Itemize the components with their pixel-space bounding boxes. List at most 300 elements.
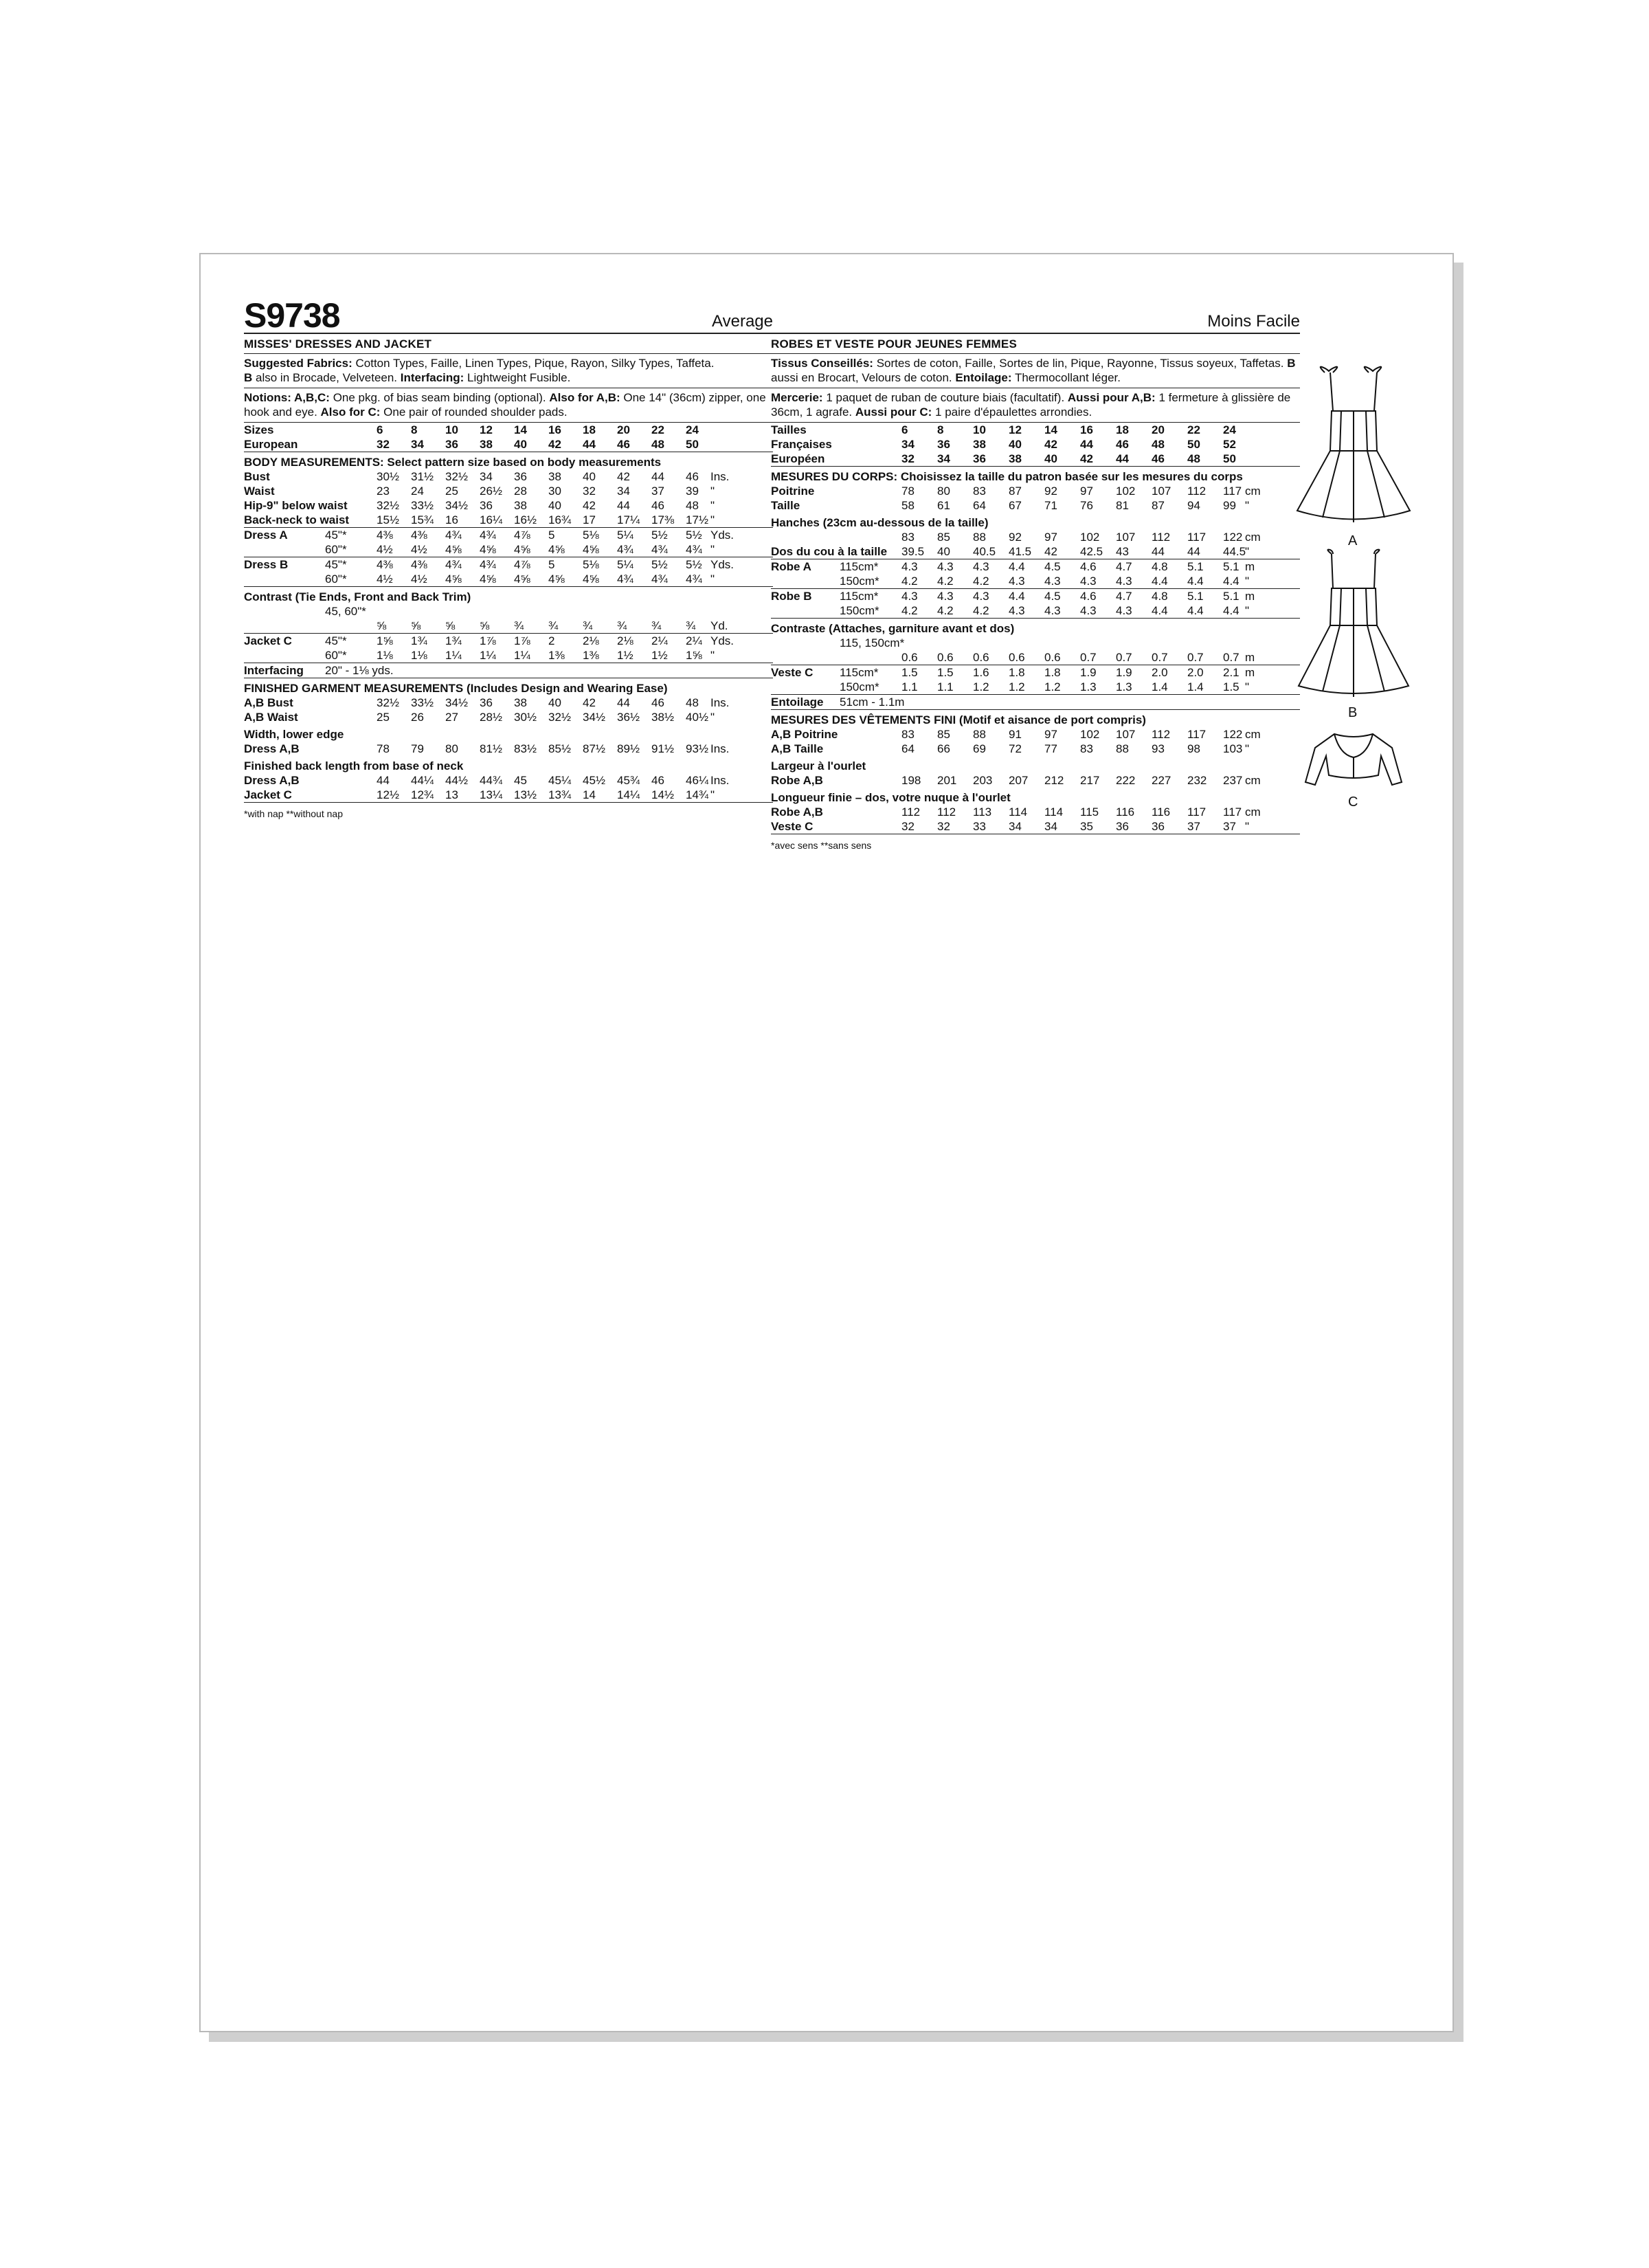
table-cell: 38	[514, 499, 527, 512]
pad-cell	[739, 634, 773, 649]
table-cell: 99	[1223, 499, 1236, 512]
row-label: Veste C	[771, 819, 840, 834]
table-cell	[480, 604, 514, 619]
unit-cell: "	[710, 499, 715, 512]
table-cell: 4.6	[1080, 590, 1097, 603]
table-cell: 1⅝	[686, 648, 710, 663]
table-cell: 32½	[377, 499, 400, 512]
interfacing-text: Lightweight Fusible.	[464, 371, 571, 384]
unit-cell: "	[710, 648, 739, 663]
unit-cell: cm	[1245, 728, 1261, 741]
table-cell: 1⅛	[377, 648, 411, 663]
table-cell	[445, 663, 480, 678]
notions-label: Notions: A,B,C:	[244, 391, 330, 404]
table-cell: 4⅝	[583, 542, 617, 557]
row-label: A,B Poitrine	[771, 728, 838, 741]
row-sublabel	[840, 452, 901, 467]
table-cell: 2	[548, 634, 555, 647]
also-c-text: One pair of rounded shoulder pads.	[380, 405, 568, 419]
pattern-code: S9738	[244, 296, 340, 335]
row-label: Hip-9" below waist	[244, 499, 348, 512]
pad-cell	[739, 572, 773, 587]
notions-text: One pkg. of bias seam binding (optional).	[329, 391, 550, 404]
unit-cell	[1245, 636, 1264, 650]
table-cell: 4¾	[617, 572, 651, 587]
table-cell	[1187, 695, 1223, 710]
table-cell: 112	[901, 805, 921, 819]
table-cell	[1152, 695, 1187, 710]
table-cell	[901, 695, 937, 710]
row-label: Veste C	[771, 666, 814, 679]
table-cell: 1¾	[411, 634, 427, 647]
table-cell: 4½	[411, 572, 445, 587]
table-cell: 42	[1080, 452, 1116, 467]
table-row	[244, 423, 773, 437]
table-cell: 122	[1223, 531, 1243, 544]
table-cell: 80	[937, 485, 950, 498]
table-cell: 2¼	[686, 634, 702, 647]
table-cell: 4.2	[973, 603, 1009, 619]
table-cell: 42	[583, 696, 596, 709]
table-cell: 40	[548, 499, 561, 512]
table-cell: 78	[901, 485, 915, 498]
table-cell: 116	[1152, 805, 1171, 819]
row-sublabel: 60"*	[325, 572, 377, 587]
table-cell: 1.4	[1152, 680, 1187, 695]
table-cell: 93	[1152, 742, 1165, 755]
table-cell: 97	[1044, 531, 1057, 544]
table-row	[771, 756, 1300, 773]
table-cell: 14	[514, 423, 527, 436]
table-row	[244, 528, 773, 542]
row-sublabel	[840, 484, 901, 498]
table-cell: 217	[1080, 774, 1100, 787]
table-cell: 24	[411, 485, 424, 498]
fabrics-text-fr: Sortes de coton, Faille, Sortes de lin, Pique, Rayonne, Tissus soyeux, Taffetas.	[873, 357, 1288, 370]
unit-cell: "	[1245, 574, 1264, 589]
table-cell	[411, 604, 445, 619]
table-cell: 14¾	[686, 788, 710, 803]
table-cell	[1152, 636, 1187, 650]
table-cell: 112	[1152, 728, 1171, 741]
table-cell: 85	[937, 531, 950, 544]
table-cell: 4½	[377, 572, 411, 587]
table-cell: 30½	[514, 711, 537, 724]
also-ab-text: One 14" (36cm) zipper, one hook and eye.	[244, 391, 766, 419]
unit-cell: Ins.	[710, 774, 730, 787]
table-cell: 113	[973, 805, 992, 819]
table-cell: 117	[1187, 728, 1207, 741]
table-cell: 1¼	[480, 648, 514, 663]
table-cell: 4.4	[1152, 603, 1187, 619]
table-cell: 102	[1080, 531, 1100, 544]
row-sublabel	[325, 484, 377, 498]
table-cell: 30½	[377, 470, 400, 483]
table-cell: 92	[1009, 531, 1022, 544]
table-row	[244, 678, 773, 696]
table-cell: 4.3	[1116, 603, 1152, 619]
table-cell: 4.3	[1044, 574, 1080, 589]
table-cell: 115	[1080, 805, 1099, 819]
table-cell: 237	[1223, 774, 1243, 787]
table-cell	[480, 663, 514, 678]
table-cell: 6	[377, 423, 383, 436]
row-label: Entoilage	[771, 695, 840, 710]
table-cell: 26	[411, 711, 424, 724]
table-cell: 45¾	[617, 774, 640, 787]
table-cell: 4⅝	[583, 572, 617, 587]
yardage-table-fr	[771, 423, 1300, 834]
row-sublabel	[325, 619, 377, 634]
table-cell: 37	[1223, 819, 1245, 834]
table-cell: 48	[686, 499, 699, 512]
dress-a-icon	[1292, 363, 1415, 535]
table-cell: ⅝	[411, 619, 445, 634]
row-sublabel	[840, 805, 901, 819]
table-cell: 40	[583, 470, 596, 483]
pad-cell	[739, 696, 773, 710]
unit-cell: Ins.	[710, 742, 730, 755]
table-cell: 36	[937, 438, 950, 451]
table-cell: 1⅜	[583, 648, 617, 663]
table-cell: 232	[1187, 774, 1207, 787]
table-cell: 41.5	[1009, 544, 1044, 559]
unit-cell: Yds.	[710, 634, 734, 647]
table-cell	[973, 636, 1009, 650]
table-row	[771, 559, 1300, 575]
table-row	[244, 513, 773, 528]
table-cell: 16	[445, 513, 480, 528]
row-sublabel	[325, 742, 377, 756]
table-cell: 1.9	[1080, 666, 1097, 679]
pad-cell	[739, 513, 773, 528]
row-label	[771, 530, 840, 544]
row-sublabel: 20" - 1⅛ yds.	[325, 664, 394, 677]
table-cell: 83	[1080, 742, 1093, 755]
table-cell: 64	[973, 499, 986, 512]
table-cell: 117	[1223, 805, 1242, 819]
table-cell: 227	[1152, 774, 1171, 787]
table-cell: 78	[377, 742, 390, 755]
table-cell: 116	[1116, 805, 1135, 819]
table-cell: 114	[1044, 805, 1064, 819]
fabrics-b-text-fr: aussi en Brocart, Velours de coton.	[771, 371, 956, 384]
table-cell: 38½	[651, 711, 675, 724]
table-cell: 89½	[617, 742, 640, 755]
table-cell: 5⅛	[583, 558, 599, 571]
table-cell: 16	[1080, 423, 1093, 436]
table-cell: 72	[1009, 742, 1022, 755]
pad-cell	[739, 742, 773, 756]
row-label: Tailles	[771, 423, 807, 436]
table-cell: 13¾	[548, 788, 583, 803]
table-cell: 46	[686, 470, 699, 483]
table-cell: 32	[583, 485, 596, 498]
row-label	[244, 604, 325, 619]
row-label	[771, 603, 840, 619]
table-cell: 35	[1080, 819, 1116, 834]
section-heading: Width, lower edge	[244, 728, 344, 741]
table-cell: 38	[480, 437, 514, 452]
table-cell: 0.6	[1044, 650, 1080, 665]
table-cell: 5.1	[1187, 590, 1204, 603]
table-row	[771, 636, 1300, 650]
table-row	[244, 773, 773, 788]
table-cell: 107	[1116, 531, 1136, 544]
table-cell: 42	[1044, 438, 1057, 451]
table-cell: 80	[445, 742, 458, 755]
table-cell: 4.3	[1009, 603, 1044, 619]
table-cell: 201	[937, 774, 957, 787]
table-cell	[1080, 636, 1116, 650]
unit-cell: cm	[1245, 485, 1261, 498]
difficulty-fr: Moins Facile	[1207, 312, 1300, 331]
table-cell: 85	[937, 728, 950, 741]
table-cell: 38	[514, 696, 527, 709]
table-cell: 102	[1080, 728, 1100, 741]
table-cell: 1⅞	[480, 634, 496, 647]
table-cell: 64	[901, 742, 915, 755]
table-cell	[514, 604, 548, 619]
table-cell: 27	[445, 711, 458, 724]
table-cell: 46	[651, 696, 664, 709]
table-cell: 48	[1152, 438, 1165, 451]
pad-cell	[739, 423, 773, 437]
table-cell: 1¾	[445, 634, 462, 647]
table-cell: 32½	[445, 470, 469, 483]
row-label	[244, 572, 325, 587]
table-cell: 88	[973, 728, 986, 741]
table-cell: ⅝	[377, 619, 411, 634]
table-cell	[1116, 695, 1152, 710]
table-cell: 112	[1152, 531, 1171, 544]
table-cell: 5½	[686, 558, 702, 571]
table-cell: 122	[1223, 728, 1243, 741]
fabrics-fr	[771, 354, 1300, 388]
table-cell: ¾	[651, 619, 686, 634]
table-cell: 81	[1116, 499, 1129, 512]
table-row	[771, 498, 1300, 513]
table-cell: 50	[1223, 452, 1245, 467]
table-cell: 42.5	[1080, 544, 1116, 559]
table-cell: 88	[1116, 742, 1129, 755]
table-row	[244, 498, 773, 513]
yardage-table-en	[244, 423, 773, 803]
table-cell: 76	[1080, 499, 1093, 512]
table-cell: 12	[1009, 423, 1022, 436]
table-cell: 5	[548, 529, 555, 542]
unit-cell	[1245, 423, 1264, 437]
pad-cell	[739, 710, 773, 724]
table-cell: 4.2	[973, 574, 1009, 589]
table-cell: 40.5	[973, 544, 1009, 559]
table-cell: 1½	[651, 648, 686, 663]
row-sublabel: 115cm*	[840, 666, 879, 679]
table-cell: 4⅝	[445, 542, 480, 557]
table-cell: 17¼	[617, 513, 651, 528]
pad-cell	[739, 542, 773, 557]
table-cell: 45	[514, 774, 527, 787]
row-sublabel	[840, 423, 901, 437]
table-cell: 14	[1044, 423, 1057, 436]
table-cell: 4⅜	[411, 529, 427, 542]
row-label: Poitrine	[771, 485, 815, 498]
row-label: Européen	[771, 452, 840, 467]
table-cell: 117	[1187, 531, 1207, 544]
table-row	[244, 648, 773, 663]
table-cell: 102	[1116, 485, 1136, 498]
row-label	[771, 650, 840, 665]
table-cell: 40	[548, 696, 561, 709]
pad-cell	[739, 648, 773, 663]
unit-cell: m	[1245, 666, 1255, 679]
table-cell: 13	[445, 788, 480, 803]
table-cell: 48	[651, 437, 686, 452]
table-cell: 36	[480, 696, 493, 709]
table-cell: 1.3	[1116, 680, 1152, 695]
section-heading: MESURES DES VÊTEMENTS FINI (Motif et aisance de port compris)	[771, 713, 1146, 726]
table-cell: 4.4	[1187, 574, 1223, 589]
table-cell: 8	[937, 423, 944, 436]
table-cell: 44½	[445, 774, 469, 787]
table-cell: 4.3	[901, 560, 918, 573]
table-cell: 34	[937, 452, 973, 467]
table-cell: 1.9	[1116, 666, 1132, 679]
table-cell: 4⅜	[377, 529, 393, 542]
table-cell: 20	[617, 423, 630, 436]
row-sublabel: 45, 60"*	[325, 605, 366, 618]
table-cell: 2¼	[651, 634, 668, 647]
fabrics-text: Cotton Types, Faille, Linen Types, Pique, Rayon, Silky Types, Taffeta.	[352, 357, 715, 370]
table-cell: 36	[480, 499, 493, 512]
table-cell: 83½	[514, 742, 537, 755]
interfacing-text-fr: Thermocollant léger.	[1011, 371, 1121, 384]
table-row	[771, 467, 1300, 485]
table-cell: 42	[617, 470, 630, 483]
table-cell: ⅝	[445, 619, 480, 634]
pad-cell	[739, 528, 773, 542]
table-cell: 40½	[686, 711, 709, 724]
table-row	[244, 437, 773, 452]
table-cell: 4.8	[1152, 590, 1168, 603]
dress-b-icon	[1292, 548, 1415, 707]
table-cell: 85½	[548, 742, 572, 755]
unit-cell	[1245, 437, 1264, 452]
table-cell: 4¾	[651, 572, 686, 587]
table-cell: 4.3	[937, 560, 954, 573]
table-cell: 32	[901, 452, 937, 467]
table-cell: 92	[1044, 485, 1057, 498]
table-row	[244, 452, 773, 470]
table-cell: 1.1	[937, 680, 973, 695]
table-cell: 4.4	[1223, 603, 1245, 619]
pad-cell	[739, 663, 773, 678]
table-cell: 4.3	[1009, 574, 1044, 589]
table-cell: 14¼	[617, 788, 651, 803]
table-cell: 13½	[514, 788, 548, 803]
unit-cell: "	[1245, 742, 1250, 755]
difficulty-en: Average	[712, 312, 773, 331]
row-sublabel	[840, 437, 901, 452]
table-cell: 0.7	[1080, 650, 1116, 665]
notions-en	[244, 388, 773, 423]
table-cell	[937, 695, 973, 710]
table-cell: 1.2	[973, 680, 1009, 695]
english-column	[244, 296, 773, 819]
table-cell: 40	[937, 544, 973, 559]
table-cell: 24	[1223, 423, 1236, 436]
table-row	[244, 663, 773, 678]
row-sublabel	[325, 788, 377, 803]
table-cell: 4.5	[1044, 590, 1061, 603]
row-label: Robe A	[771, 560, 811, 573]
pad-cell	[739, 484, 773, 498]
table-cell: 112	[937, 805, 956, 819]
table-cell: 1.6	[973, 666, 989, 679]
notions-label-fr: Mercerie:	[771, 391, 823, 404]
row-label: European	[244, 437, 325, 452]
table-cell: 17	[583, 513, 617, 528]
table-row	[244, 696, 773, 710]
pad-cell	[1264, 819, 1300, 834]
table-cell: 38	[1009, 452, 1044, 467]
table-cell: 4⅝	[480, 542, 514, 557]
unit-cell	[710, 604, 739, 619]
row-label	[244, 619, 325, 634]
table-cell: 34	[411, 437, 445, 452]
unit-cell: cm	[1245, 805, 1261, 819]
table-cell: 45½	[583, 774, 606, 787]
table-cell: 4.7	[1116, 560, 1132, 573]
row-sublabel: 60"*	[325, 542, 377, 557]
table-cell: 4.4	[1009, 590, 1025, 603]
table-cell: 107	[1152, 485, 1171, 498]
table-cell: 5⅛	[583, 529, 599, 542]
table-row	[244, 634, 773, 649]
row-label	[244, 648, 325, 663]
table-cell: 34	[617, 485, 630, 498]
row-sublabel: 150cm*	[840, 680, 901, 695]
table-row	[771, 819, 1300, 834]
table-cell: 1.8	[1009, 666, 1025, 679]
table-cell: 34½	[445, 696, 469, 709]
row-sublabel	[840, 773, 901, 788]
table-cell: 38	[973, 438, 986, 451]
table-row	[771, 437, 1300, 452]
table-cell: 36	[445, 437, 480, 452]
table-cell	[617, 604, 651, 619]
table-cell: 207	[1009, 774, 1029, 787]
table-cell: 4.5	[1044, 560, 1061, 573]
table-cell: 0.6	[1009, 650, 1044, 665]
table-cell: 88	[973, 531, 986, 544]
also-c-text-fr: 1 paire d'épaulettes arrondies.	[932, 405, 1092, 419]
row-sublabel: 150cm*	[840, 603, 901, 619]
header-en	[244, 296, 773, 335]
section-heading: Contraste (Attaches, garniture avant et dos)	[771, 622, 1015, 635]
table-cell: 94	[1187, 499, 1200, 512]
table-cell: 4⅜	[377, 558, 393, 571]
notions-text-fr: 1 paquet de ruban de couture biais (facultatif).	[822, 391, 1068, 404]
row-sublabel: 51cm - 1.1m	[840, 696, 905, 709]
section-heading: Longueur finie – dos, votre nuque à l'ourlet	[771, 791, 1011, 804]
table-cell: 4¾	[480, 558, 496, 571]
row-label: Dress A	[244, 529, 288, 542]
table-row	[771, 665, 1300, 680]
row-label: Interfacing	[244, 663, 325, 678]
table-cell	[901, 636, 937, 650]
section-heading: FINISHED GARMENT MEASUREMENTS (Includes Design and Wearing Ease)	[244, 682, 668, 695]
